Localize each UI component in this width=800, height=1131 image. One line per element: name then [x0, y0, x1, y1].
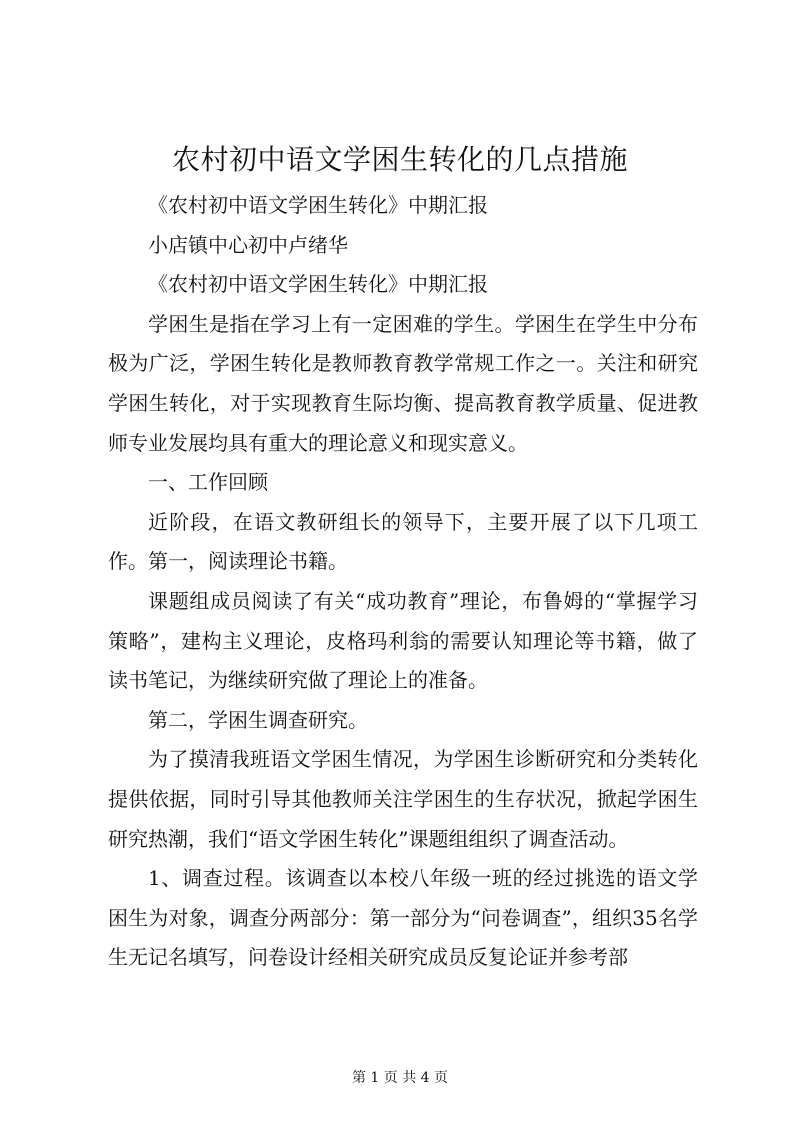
- section-heading-review: 一、工作回顾: [148, 470, 268, 495]
- survey-process-paragraph: 1、调查过程。该调查以本校八年级一班的经过挑选的语文学困生为对象，调查分两部分：第一部分为“问卷调查”，组织35名学生无记名填写，问卷设计经相关研究成员反复论证并参考部: [108, 866, 698, 970]
- intro-paragraph: 学困生是指在学习上有一定困难的学生。学困生在学生中分布极为广泛，学困生转化是教师教育教学常规工作之一。关注和研究学困生转化，对于实现教育生际均衡、提高教育教学质量、促进教师专业发展均具有重大的理论意义和现实意义。: [108, 311, 698, 455]
- document-title: 农村初中语文学困生转化的几点措施: [171, 143, 628, 176]
- author-line: 小店镇中心初中卢绪华: [148, 232, 348, 257]
- survey-purpose-paragraph: 为了摸清我班语文学困生情况，为学困生诊断研究和分类转化提供依据，同时引导其他教师关注学困生的生存状况，掀起学困生研究热潮，我们“语文学困生转化”课题组组织了调查活动。: [108, 747, 698, 851]
- work-paragraph: 近阶段，在语文教研组长的领导下，主要开展了以下几项工作。第一，阅读理论书籍。: [108, 509, 698, 574]
- report-heading: 《农村初中语文学困生转化》中期汇报: [148, 193, 488, 217]
- document-body: [108, 186, 698, 978]
- page-footer: 第 1 页 共 4 页: [351, 1070, 449, 1086]
- report-heading-repeat: 《农村初中语文学困生转化》中期汇报: [148, 272, 488, 297]
- reading-paragraph: 课题组成员阅读了有关“成功教育”理论，布鲁姆的“掌握学习策略”，建构主义理论，皮格玛利翁的需要认知理论等书籍，做了读书笔记，为继续研究做了理论上的准备。: [108, 588, 698, 693]
- survey-heading: 第二，学困生调查研究。: [148, 707, 368, 732]
